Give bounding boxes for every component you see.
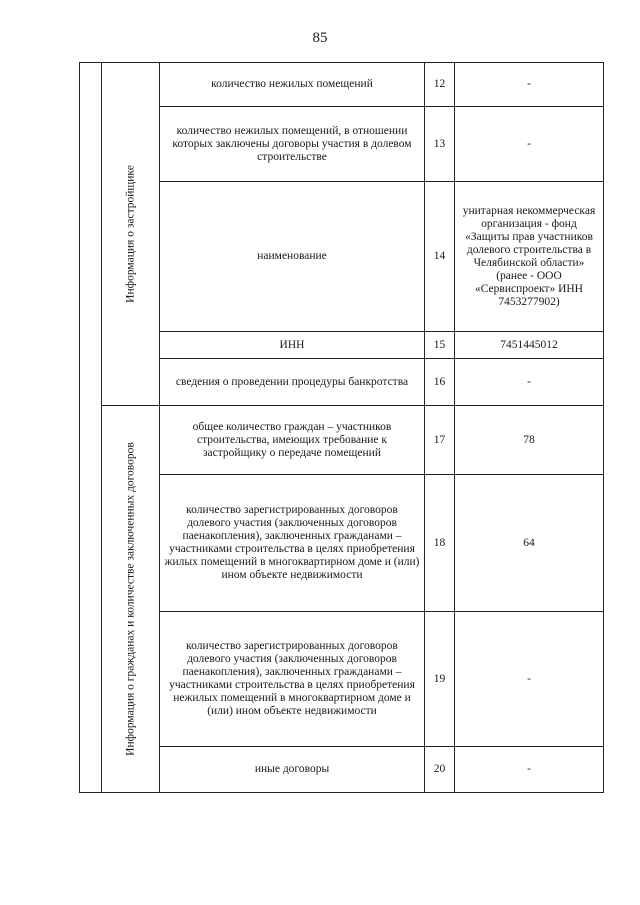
row-label: количество нежилых помещений: [160, 63, 425, 107]
row-label: ИНН: [160, 332, 425, 359]
row-value: -: [455, 107, 604, 182]
row-number: 12: [425, 63, 455, 107]
row-number: 13: [425, 107, 455, 182]
table-row: [80, 63, 604, 107]
row-number: 19: [425, 612, 455, 747]
row-label: общее количество граждан – участников строительства, имеющих требование к застройщику о передаче помещений: [160, 406, 425, 475]
row-value: 7451445012: [455, 332, 604, 359]
group-cell-citizens: [102, 406, 160, 793]
group-cell-developer: [102, 63, 160, 406]
group-label-developer: Информация о застройщике: [124, 165, 136, 303]
row-number: 15: [425, 332, 455, 359]
row-number: 20: [425, 747, 455, 793]
row-value: унитарная некоммерческая организация - фонд «Защиты прав участников долевого строительства в Челябинской области» (ранее - ООО «Сервиспроект» ИНН 7453277902): [455, 182, 604, 332]
row-label: иные договоры: [160, 747, 425, 793]
row-value: -: [455, 612, 604, 747]
left-margin-column: [80, 63, 102, 793]
row-value: -: [455, 63, 604, 107]
row-number: 17: [425, 406, 455, 475]
page-number: 85: [312, 30, 328, 46]
group-label-citizens: Информация о гражданах и количестве заключенных договоров: [124, 442, 136, 756]
data-table: [79, 62, 604, 793]
row-value: 78: [455, 406, 604, 475]
row-label: количество зарегистрированных договоров долевого участия (заключенных договоров паенакопления), заключенных гражданами – участниками строительства в целях приобретения нежилых помещений в многоквартирном доме и (или) ином объекте недвижимости: [160, 612, 425, 747]
row-label: количество зарегистрированных договоров долевого участия (заключенных договоров паенакопления), заключенных гражданами – участниками строительства в целях приобретения жилых помещений в многоквартирном доме и (или) ином объекте недвижимости: [160, 475, 425, 612]
row-number: 14: [425, 182, 455, 332]
row-value: 64: [455, 475, 604, 612]
row-value: -: [455, 359, 604, 406]
row-value: -: [455, 747, 604, 793]
row-number: 16: [425, 359, 455, 406]
row-label: наименование: [160, 182, 425, 332]
row-number: 18: [425, 475, 455, 612]
row-label: сведения о проведении процедуры банкротства: [160, 359, 425, 406]
table-row: [80, 406, 604, 475]
row-label: количество нежилых помещений, в отношении которых заключены договоры участия в долевом строительстве: [160, 107, 425, 182]
